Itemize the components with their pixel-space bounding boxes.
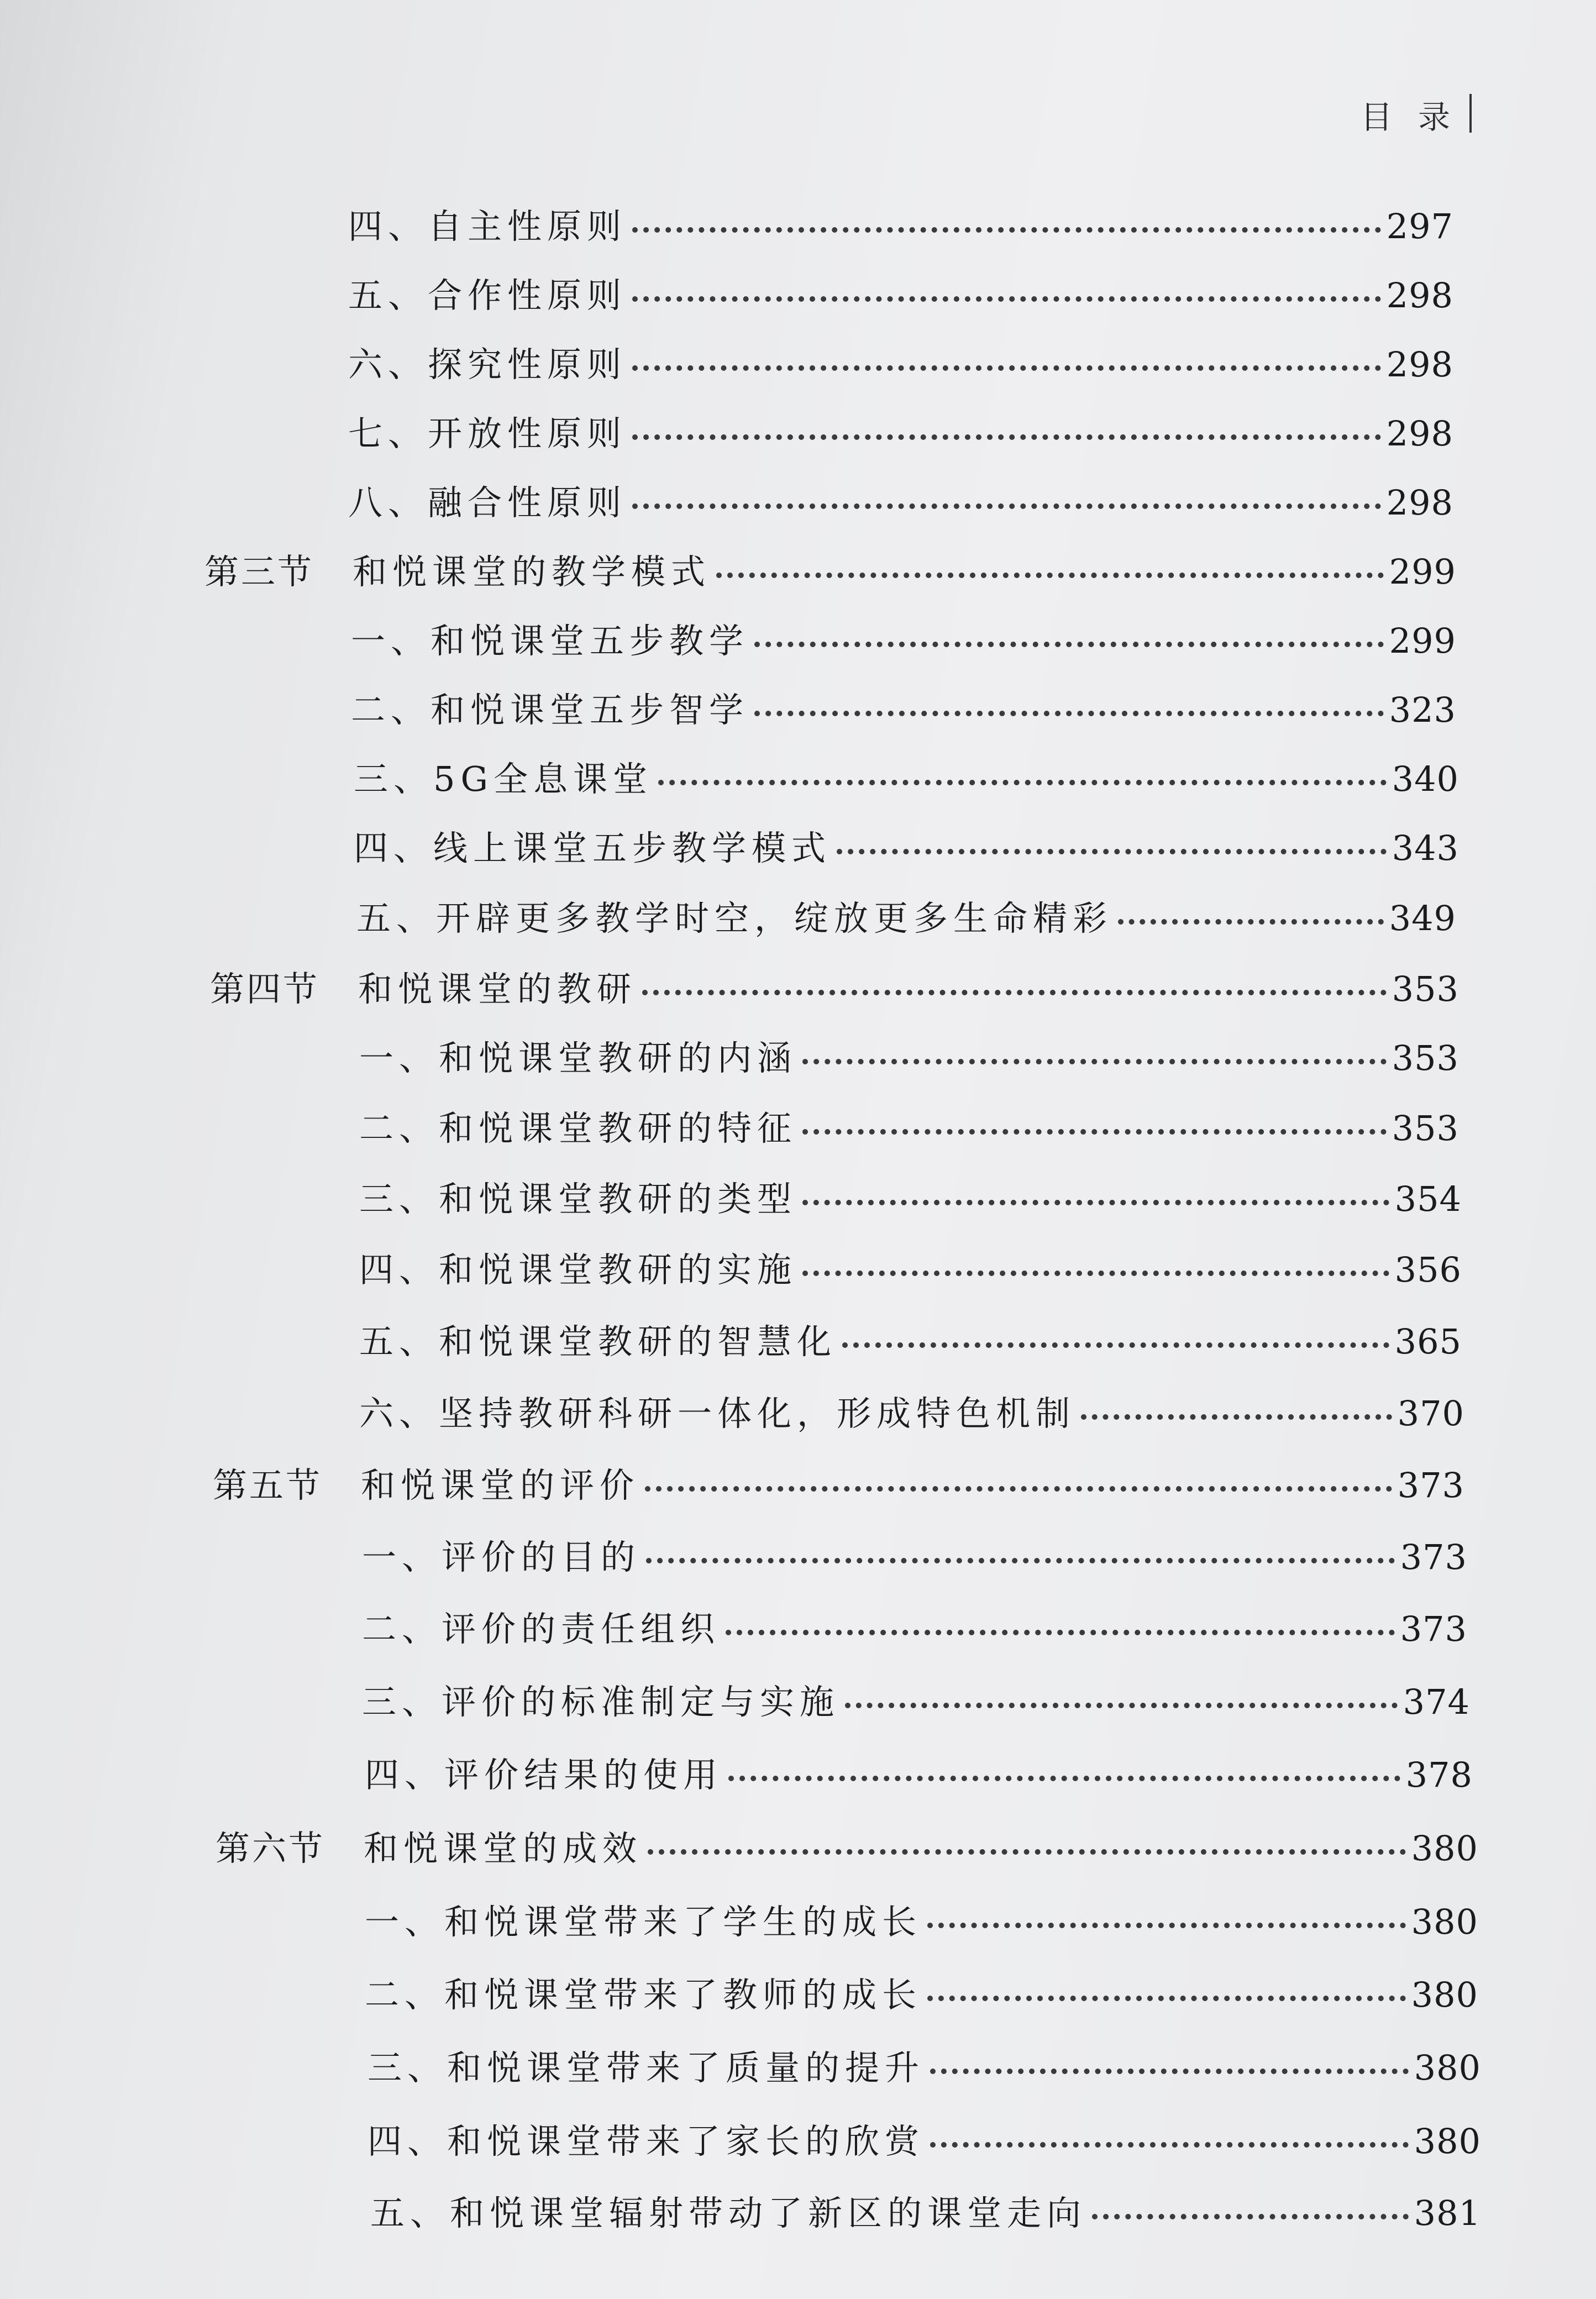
leader-dots: [802, 1129, 1387, 1135]
leader-dots: [837, 849, 1387, 854]
page-number: 373: [1397, 1465, 1464, 1505]
leader-dots: [754, 642, 1384, 647]
page-number: 381: [1414, 2193, 1481, 2233]
toc-entry: [368, 2114, 1481, 2169]
section-title: 和悦课堂的成效: [364, 1828, 643, 1868]
entry-title: 一、评价的目的: [362, 1537, 641, 1577]
entry-title: 三、评价的标准制定与实施: [362, 1682, 840, 1722]
entry-title: 四、评价结果的使用: [365, 1755, 723, 1795]
leader-dots: [930, 2142, 1409, 2148]
page-number: 380: [1411, 1828, 1478, 1868]
leader-dots: [648, 1849, 1406, 1855]
toc-entry: [351, 613, 1456, 669]
section-title: 和悦课堂的教学模式: [353, 552, 711, 592]
leader-dots: [716, 573, 1384, 578]
toc-entry: [362, 1602, 1467, 1657]
toc-entry: [348, 406, 1453, 461]
page-number: 370: [1397, 1393, 1464, 1434]
page-number: 297: [1386, 206, 1453, 246]
section-label: 第四节: [210, 969, 320, 1009]
leader-dots: [842, 1342, 1389, 1348]
leader-dots: [1081, 1414, 1392, 1420]
entry-title: 四、自主性原则: [348, 206, 627, 246]
leader-dots: [802, 1059, 1387, 1064]
entry-title: 八、融合性原则: [348, 482, 627, 523]
page-number: 323: [1389, 690, 1456, 730]
page-number: 380: [1411, 1902, 1478, 1942]
entry-title: 六、坚持教研科研一体化，形成特色机制: [359, 1393, 1076, 1434]
page-number: 298: [1386, 344, 1453, 385]
page-number: 299: [1389, 552, 1456, 592]
leader-dots: [642, 990, 1387, 995]
leader-dots: [632, 296, 1381, 302]
entry-title: 七、开放性原则: [348, 413, 627, 454]
toc-entry: [354, 752, 1459, 807]
toc-entry: [359, 1101, 1459, 1156]
leader-dots: [927, 1996, 1406, 2001]
toc-entry: [359, 1031, 1459, 1086]
entry-title: 二、和悦课堂五步智学: [351, 690, 749, 730]
leader-dots: [645, 1486, 1392, 1492]
toc-entry: [359, 1172, 1462, 1227]
entry-title: 四、和悦课堂教研的实施: [359, 1250, 797, 1290]
page-number: 298: [1386, 275, 1453, 316]
page-number: 380: [1411, 1975, 1478, 2015]
entry-title: 一、和悦课堂五步教学: [351, 621, 749, 661]
page-number: 380: [1414, 2048, 1481, 2088]
entry-title: 二、评价的责任组织: [362, 1609, 721, 1649]
running-header: 目 录: [1360, 98, 1458, 136]
page-number: 373: [1400, 1609, 1467, 1649]
leader-dots: [632, 365, 1381, 371]
toc-entry: [354, 821, 1459, 876]
entry-title: 五、和悦课堂教研的智慧化: [359, 1321, 837, 1362]
toc-section: [210, 962, 1459, 1017]
entry-title: 二、和悦课堂带来了教师的成长: [365, 1975, 922, 2015]
toc-entry: [368, 2040, 1481, 2096]
page-number: 356: [1394, 1250, 1462, 1290]
entry-title: 一、和悦课堂带来了学生的成长: [365, 1902, 922, 1942]
entry-title: 一、和悦课堂教研的内涵: [359, 1038, 797, 1078]
toc-entry: [359, 1386, 1464, 1441]
toc-section: [213, 1458, 1464, 1513]
leader-dots: [930, 2069, 1409, 2074]
toc-entry: [359, 1242, 1462, 1298]
page-number: 374: [1403, 1682, 1470, 1722]
entry-title: 四、线上课堂五步教学模式: [354, 828, 832, 868]
toc-entry: [365, 1747, 1473, 1803]
leader-dots: [658, 780, 1387, 785]
page-number: 299: [1389, 621, 1456, 661]
page-number: 380: [1414, 2121, 1481, 2161]
page-number: 298: [1386, 413, 1453, 454]
page-number: 354: [1394, 1179, 1462, 1219]
leader-dots: [1118, 919, 1384, 925]
page-number: 378: [1405, 1755, 1473, 1795]
toc-entry: [348, 337, 1453, 392]
page-number: 373: [1400, 1537, 1467, 1577]
toc-entry: [362, 1675, 1470, 1730]
entry-title: 二、和悦课堂教研的特征: [359, 1108, 797, 1148]
page-number: 349: [1389, 898, 1456, 938]
entry-title: 五、开辟更多教学时空，绽放更多生命精彩: [356, 898, 1113, 938]
page-number: 343: [1392, 828, 1459, 868]
page-number: 365: [1394, 1321, 1462, 1362]
leader-dots: [802, 1200, 1389, 1205]
page-number: 353: [1392, 1038, 1459, 1078]
leader-dots: [754, 711, 1384, 716]
leader-dots: [632, 434, 1381, 440]
section-title: 和悦课堂的教研: [358, 969, 637, 1009]
toc-entry: [348, 199, 1453, 254]
leader-dots: [726, 1630, 1395, 1635]
leader-dots: [646, 1558, 1395, 1563]
page-number: 298: [1386, 482, 1453, 523]
entry-title: 五、合作性原则: [348, 275, 627, 316]
toc-section: [204, 544, 1456, 600]
section-title: 和悦课堂的评价: [361, 1465, 640, 1505]
leader-dots: [802, 1271, 1389, 1276]
page-number: 353: [1392, 969, 1459, 1009]
page-number: 340: [1392, 759, 1459, 799]
toc-entry: [356, 891, 1456, 946]
entry-title: 三、和悦课堂带来了质量的提升: [368, 2048, 925, 2088]
entry-title: 三、和悦课堂教研的类型: [359, 1179, 797, 1219]
toc-entry: [365, 1967, 1478, 2023]
leader-dots: [1092, 2214, 1409, 2219]
leader-dots: [632, 503, 1381, 509]
toc-entry: [370, 2186, 1481, 2241]
section-label: 第六节: [216, 1828, 326, 1868]
page-number: 353: [1392, 1108, 1459, 1148]
entry-title: 三、5G全息课堂: [354, 759, 653, 799]
leader-dots: [728, 1776, 1400, 1781]
section-label: 第三节: [204, 552, 314, 592]
leader-dots: [927, 1923, 1406, 1928]
toc-entry: [348, 475, 1453, 531]
toc-entry: [351, 683, 1456, 738]
toc-entry: [365, 1894, 1478, 1950]
toc-entry: [359, 1314, 1462, 1369]
leader-dots: [845, 1703, 1398, 1708]
toc-entry: [348, 268, 1453, 323]
entry-title: 五、和悦课堂辐射带动了新区的课堂走向: [370, 2193, 1087, 2233]
toc-entry: [362, 1530, 1467, 1585]
toc-section: [216, 1821, 1478, 1876]
section-label: 第五节: [213, 1465, 323, 1505]
leader-dots: [632, 227, 1381, 233]
entry-title: 四、和悦课堂带来了家长的欣赏: [368, 2121, 925, 2161]
entry-title: 六、探究性原则: [348, 344, 627, 385]
